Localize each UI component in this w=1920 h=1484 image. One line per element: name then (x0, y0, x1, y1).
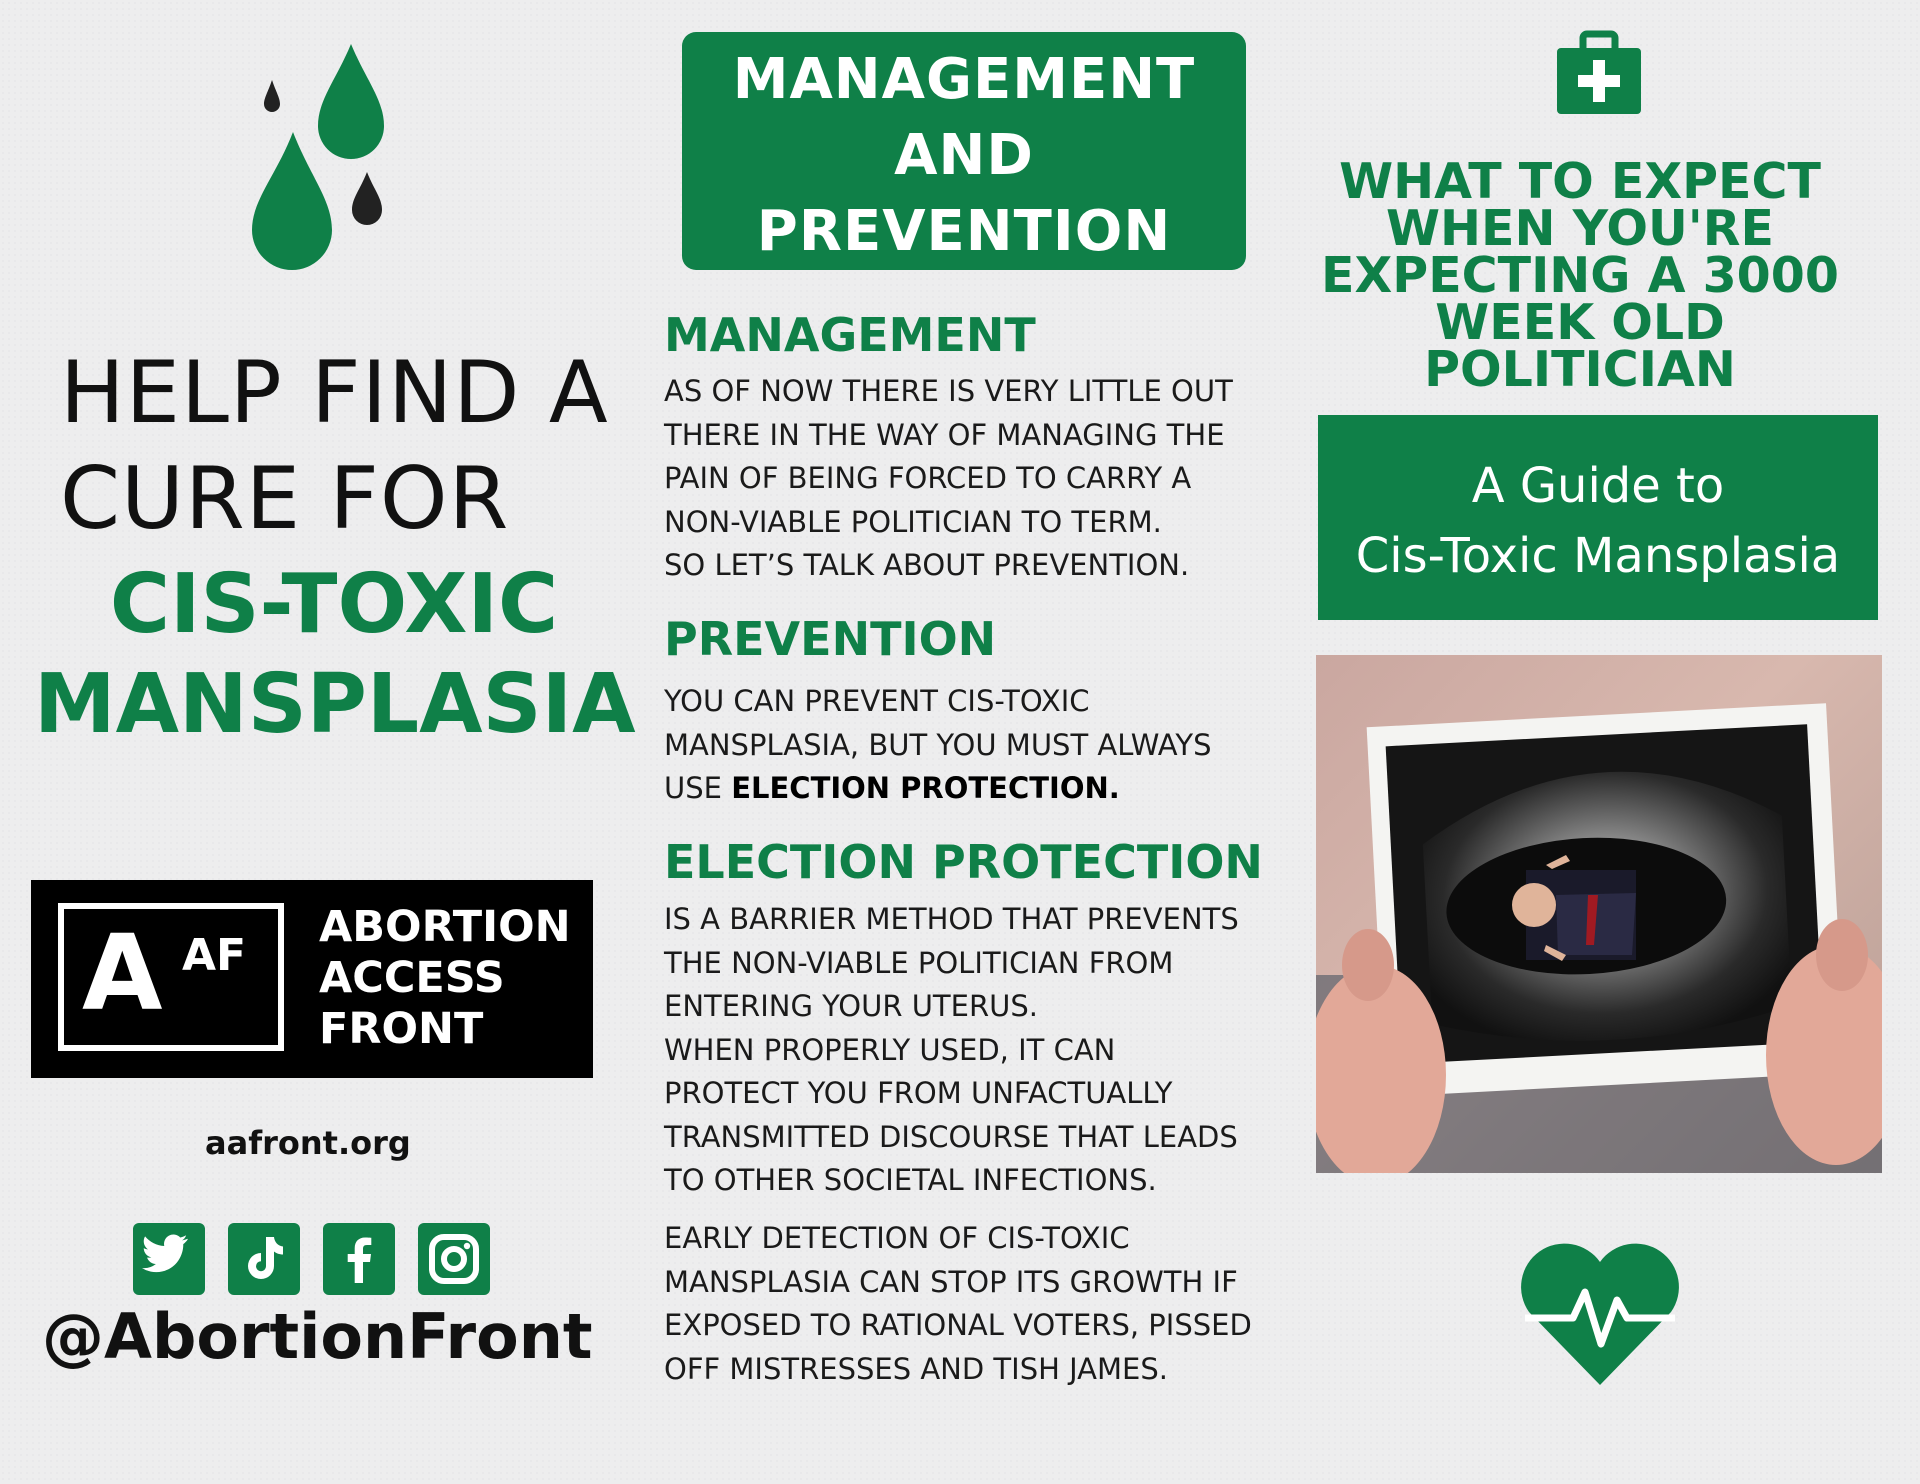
management-heading: MANAGEMENT (664, 308, 1036, 362)
banner-title-line-3: PREVENTION (756, 199, 1172, 264)
guide-line-1: A Guide to (1471, 458, 1725, 514)
text-line: THE NON-VIABLE POLITICIAN FROM (664, 945, 1174, 980)
aaf-logo-name (319, 902, 571, 1055)
text-line: YOU CAN PREVENT CIS-TOXIC (664, 684, 1090, 718)
social-handle[interactable]: @AbortionFront (42, 1300, 593, 1373)
expect-line: WHEN YOU'RE (1386, 200, 1774, 257)
expect-line: WHAT TO EXPECT (1339, 153, 1821, 210)
headline (60, 340, 620, 552)
text-line: OFF MISTRESSES AND TISH JAMES. (664, 1351, 1168, 1386)
text-line: PROTECT YOU FROM UNFACTUALLY (664, 1076, 1173, 1110)
aaf-name-line-3: FRONT (319, 1004, 484, 1054)
aaf-logo-mark-big: A (82, 912, 163, 1034)
text-line: IS A BARRIER METHOD THAT PREVENTS (664, 902, 1239, 936)
facebook-icon[interactable] (323, 1223, 395, 1295)
website-url[interactable]: aafront.org (205, 1124, 411, 1162)
management-text (664, 370, 1274, 588)
twitter-icon[interactable] (133, 1223, 205, 1295)
expect-line: POLITICIAN (1424, 341, 1736, 398)
droplets-icon (240, 40, 440, 270)
aaf-name-line-1: ABORTION (319, 902, 571, 952)
text-line (664, 767, 1274, 811)
text-line: TO OTHER SOCIETAL INFECTIONS. (664, 1163, 1157, 1197)
expect-heading (1320, 153, 1840, 398)
text-line: WHEN PROPERLY USED, IT CAN (664, 1032, 1116, 1067)
aaf-logo (31, 880, 593, 1078)
prevention-text (664, 680, 1274, 811)
text-line: EARLY DETECTION OF CIS-TOXIC (664, 1221, 1130, 1255)
banner-title-line-2: AND (894, 123, 1034, 188)
aaf-logo-mark-small: AF (182, 930, 247, 981)
text-line: MANSPLASIA, BUT YOU MUST ALWAYS (664, 727, 1212, 762)
headline-line-1: HELP FIND A (60, 343, 609, 443)
tiktok-icon[interactable] (228, 1223, 300, 1295)
text-line: SO LET’S TALK ABOUT PREVENTION. (664, 548, 1190, 582)
text-fragment: USE (664, 771, 732, 805)
headline-condition (34, 555, 634, 755)
guide-line-2: Cis-Toxic Mansplasia (1355, 528, 1841, 584)
text-line: TRANSMITTED DISCOURSE THAT LEADS (664, 1119, 1238, 1154)
management-prevention-banner (682, 32, 1246, 270)
banner-title-line-1: MANAGEMENT (732, 47, 1196, 112)
text-line: MANSPLASIA CAN STOP ITS GROWTH IF (664, 1264, 1238, 1299)
social-icons (133, 1223, 508, 1295)
instagram-icon[interactable] (418, 1223, 490, 1295)
prevention-heading: PREVENTION (664, 612, 997, 666)
bold-text: ELECTION PROTECTION. (731, 771, 1120, 805)
election-protection-text (664, 898, 1274, 1203)
headline-line-2: CURE FOR (60, 449, 510, 549)
text-line: ENTERING YOUR UTERUS. (664, 989, 1038, 1023)
guide-banner (1318, 415, 1878, 620)
early-detection-text (664, 1217, 1274, 1391)
expect-line: EXPECTING A 3000 (1321, 247, 1839, 304)
headline-condition-line-2: MANSPLASIA (34, 657, 636, 752)
ultrasound-photo (1316, 655, 1882, 1173)
aaf-logo-mark (58, 903, 284, 1051)
aaf-name-line-2: ACCESS (319, 953, 505, 1003)
guide-title (1318, 451, 1878, 591)
expect-line: WEEK OLD (1435, 294, 1725, 351)
heartbeat-heart-icon (1515, 1240, 1685, 1390)
text-line: AS OF NOW THERE IS VERY LITTLE OUT (664, 374, 1233, 408)
election-protection-heading: ELECTION PROTECTION (664, 835, 1263, 889)
first-aid-kit-icon (1555, 30, 1643, 116)
banner-title (682, 42, 1246, 270)
text-line: EXPOSED TO RATIONAL VOTERS, PISSED (664, 1308, 1252, 1342)
text-line: PAIN OF BEING FORCED TO CARRY A (664, 461, 1192, 495)
ultrasound-illustration (1316, 655, 1882, 1173)
text-line: THERE IN THE WAY OF MANAGING THE (664, 417, 1225, 452)
text-line: NON-VIABLE POLITICIAN TO TERM. (664, 504, 1162, 539)
headline-condition-line-1: CIS-TOXIC (109, 557, 559, 652)
